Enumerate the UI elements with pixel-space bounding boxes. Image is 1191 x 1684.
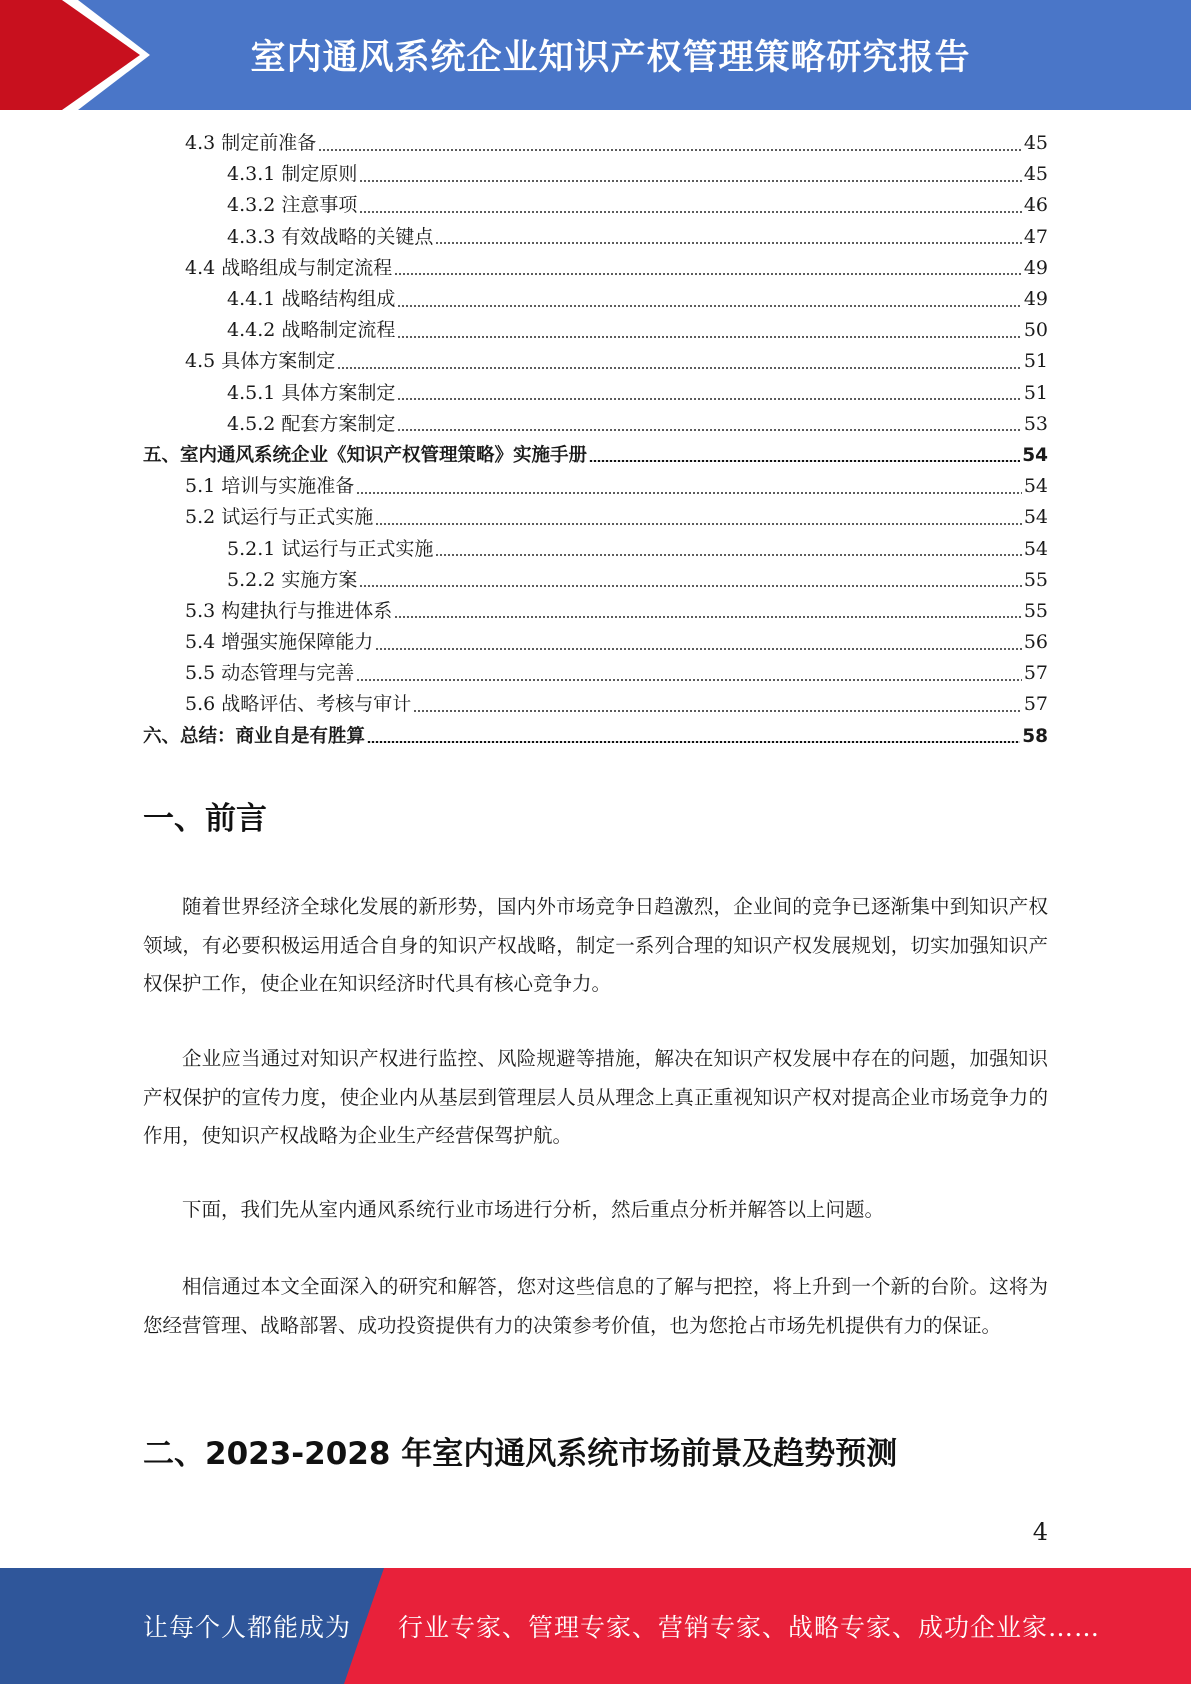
- toc-entry-title: 5.2.1 试运行与正式实施: [227, 537, 434, 560]
- toc-entry[interactable]: [143, 658, 1048, 689]
- footer-slogan-right: 行业专家、管理专家、营销专家、战略专家、成功企业家……: [398, 1613, 1101, 1642]
- toc-entry-title: 5.3 构建执行与推进体系: [185, 599, 393, 622]
- toc-entry-page: 54: [1023, 506, 1048, 529]
- toc-entry[interactable]: [143, 378, 1048, 409]
- toc-entry[interactable]: [143, 502, 1048, 533]
- toc-entry-title: 5.2.2 实施方案: [227, 568, 358, 591]
- intro-paragraph-1: 随着世界经济全球化发展的新形势，国内外市场竞争日趋激烈，企业间的竞争已逐渐集中到知识产权领域，有必要积极运用适合自身的知识产权战略，制定一系列合理的知识产权发展规划，切实加强知识产权保护工作，使企业在知识经济时代具有核心竞争力。: [143, 895, 1048, 995]
- toc-dot-leader: [413, 710, 1022, 712]
- toc-dot-leader: [394, 616, 1022, 618]
- toc-dot-leader: [375, 523, 1022, 525]
- intro-paragraph-4: 相信通过本文全面深入的研究和解答，您对这些信息的了解与把控，将上升到一个新的台阶。这将为您经营管理、战略部署、成功投资提供有力的决策参考价值，也为您抢占市场先机提供有力的保证。: [143, 1275, 1048, 1337]
- table-of-contents: [143, 128, 1048, 752]
- toc-entry-title: 4.5 具体方案制定: [185, 350, 336, 373]
- toc-entry-title: 4.4.2 战略制定流程: [227, 319, 396, 342]
- toc-entry[interactable]: [143, 565, 1048, 596]
- toc-entry-title: 4.5.2 配套方案制定: [227, 412, 396, 435]
- toc-entry[interactable]: [143, 159, 1048, 190]
- toc-entry-page: 55: [1023, 568, 1048, 591]
- toc-entry[interactable]: [143, 471, 1048, 502]
- toc-entry-title: 4.4.1 战略结构组成: [227, 288, 396, 311]
- toc-dot-leader: [367, 741, 1020, 743]
- page-number: 4: [1032, 1518, 1048, 1546]
- toc-entry[interactable]: [143, 253, 1048, 284]
- toc-entry[interactable]: [143, 440, 1048, 471]
- toc-entry-page: 46: [1023, 194, 1048, 217]
- toc-dot-leader: [337, 367, 1022, 369]
- toc-dot-leader: [394, 273, 1022, 275]
- toc-entry-page: 55: [1023, 599, 1048, 622]
- page-header: [0, 0, 1191, 110]
- toc-entry-page: 53: [1023, 412, 1048, 435]
- toc-entry-title: 4.3.2 注意事项: [227, 194, 358, 217]
- toc-entry[interactable]: [143, 533, 1048, 564]
- toc-dot-leader: [356, 492, 1022, 494]
- intro-paragraph-2: 企业应当通过对知识产权进行监控、风险规避等措施，解决在知识产权发展中存在的问题，加强知识产权保护的宣传力度，使企业内从基层到管理层人员从理念上真正重视知识产权对提高企业市场竞争力的作用，使知识产权战略为企业生产经营保驾护航。: [143, 1047, 1048, 1147]
- toc-entry-title: 5.1 培训与实施准备: [185, 475, 355, 498]
- intro-heading: 一、前言: [143, 801, 267, 837]
- intro-paragraph-3: 下面，我们先从室内通风系统行业市场进行分析，然后重点分析并解答以上问题。: [182, 1198, 885, 1221]
- toc-entry-page: 45: [1023, 132, 1048, 155]
- toc-entry-page: 51: [1023, 350, 1048, 373]
- toc-entry-page: 50: [1023, 319, 1048, 342]
- toc-entry-page: 58: [1022, 725, 1048, 747]
- toc-entry-page: 47: [1023, 225, 1048, 248]
- toc-entry-title: 5.2 试运行与正式实施: [185, 506, 374, 529]
- toc-entry[interactable]: [143, 128, 1048, 159]
- toc-dot-leader: [435, 242, 1021, 244]
- footer-slogan-left: 让每个人都能成为: [143, 1613, 352, 1642]
- toc-dot-leader: [359, 211, 1021, 213]
- toc-entry[interactable]: [143, 284, 1048, 315]
- toc-entry[interactable]: [143, 627, 1048, 658]
- toc-entry-title: 五、室内通风系统企业《知识产权管理策略》实施手册: [143, 444, 588, 466]
- toc-entry[interactable]: [143, 222, 1048, 253]
- toc-entry-title: 5.5 动态管理与完善: [185, 662, 355, 685]
- toc-entry-page: 49: [1023, 288, 1048, 311]
- toc-entry-page: 54: [1022, 444, 1048, 466]
- toc-entry-page: 54: [1023, 537, 1048, 560]
- toc-entry-title: 4.3.1 制定原则: [227, 163, 358, 186]
- toc-entry-page: 49: [1023, 256, 1048, 279]
- toc-dot-leader: [397, 336, 1021, 338]
- toc-entry[interactable]: [143, 689, 1048, 720]
- toc-entry-title: 六、总结：商业自是有胜算: [143, 725, 366, 747]
- toc-dot-leader: [397, 429, 1021, 431]
- toc-entry[interactable]: [143, 721, 1048, 752]
- toc-entry-page: 57: [1023, 662, 1048, 685]
- toc-dot-leader: [435, 554, 1021, 556]
- toc-entry[interactable]: [143, 409, 1048, 440]
- toc-entry-title: 4.3.3 有效战略的关键点: [227, 225, 434, 248]
- toc-entry-title: 5.6 战略评估、考核与审计: [185, 693, 412, 716]
- toc-entry-title: 4.4 战略组成与制定流程: [185, 256, 393, 279]
- toc-dot-leader: [375, 648, 1022, 650]
- toc-dot-leader: [359, 180, 1021, 182]
- toc-entry-page: 56: [1023, 631, 1048, 654]
- toc-dot-leader: [359, 585, 1021, 587]
- toc-entry-page: 54: [1023, 475, 1048, 498]
- toc-dot-leader: [397, 305, 1021, 307]
- toc-entry[interactable]: [143, 315, 1048, 346]
- toc-entry-title: 5.4 增强实施保障能力: [185, 631, 374, 654]
- toc-entry-page: 45: [1023, 163, 1048, 186]
- toc-dot-leader: [318, 149, 1022, 151]
- toc-entry-page: 51: [1023, 381, 1048, 404]
- toc-dot-leader: [397, 398, 1021, 400]
- toc-entry-title: 4.3 制定前准备: [185, 132, 317, 155]
- report-title: 室内通风系统企业知识产权管理策略研究报告: [250, 38, 971, 78]
- section2-heading: 二、2023-2028 年室内通风系统市场前景及趋势预测: [143, 1436, 898, 1472]
- toc-dot-leader: [589, 460, 1020, 462]
- page-footer: [0, 1568, 1191, 1684]
- toc-entry[interactable]: [143, 346, 1048, 377]
- toc-entry-page: 57: [1023, 693, 1048, 716]
- toc-entry[interactable]: [143, 190, 1048, 221]
- toc-entry-title: 4.5.1 具体方案制定: [227, 381, 396, 404]
- toc-entry[interactable]: [143, 596, 1048, 627]
- toc-dot-leader: [356, 679, 1022, 681]
